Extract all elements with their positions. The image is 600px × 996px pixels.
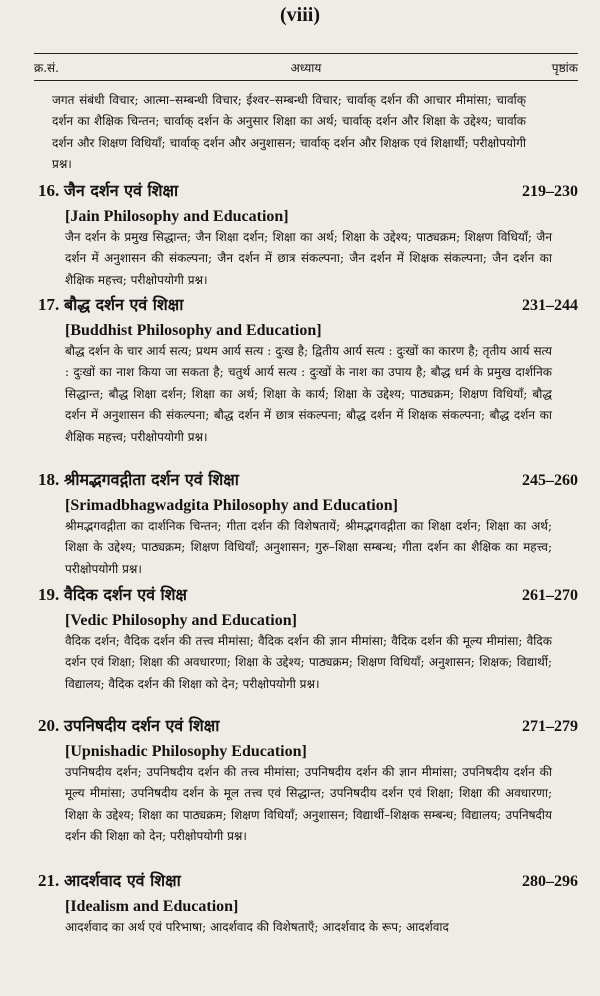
chapter-topics: श्रीमद्भगवद्गीता का दार्शनिक चिन्तन; गीता दर्शन की विशेषतायें; श्रीमद्भगवद्गीता का शिक्षा दर्शन; शिक्षा का अर्थ; शिक्षा के उद्देश्य; पाठ्यक्रम; शिक्षण विधियाँ; अनुशासन; गुरु–शिक्षा सम्बन्ध; गीता दर्शन का शैक्षिक का महत्त्व; परीक्षोपयोगी प्रश्न। bbox=[65, 519, 552, 576]
chapter-title: वैदिक दर्शन एवं शिक्ष bbox=[64, 585, 188, 604]
chapter-title: जैन दर्शन एवं शिक्षा bbox=[64, 181, 179, 200]
header-serial: क्र.सं. bbox=[34, 61, 59, 75]
chapter-20 bbox=[38, 714, 578, 848]
chapter-17 bbox=[38, 293, 578, 448]
chapter-pages: 245–260 bbox=[522, 472, 578, 489]
chapter-number: 18. bbox=[38, 470, 60, 489]
chapter-topics: आदर्शवाद का अर्थ एवं परिभाषा; आदर्शवाद की विशेषताएँ; आदर्शवाद के रूप; आदर्शवाद bbox=[65, 920, 449, 934]
chapter-number: 20. bbox=[38, 716, 60, 735]
chapter-pages: 271–279 bbox=[522, 718, 578, 735]
chapter-title: बौद्ध दर्शन एवं शिक्षा bbox=[64, 295, 184, 314]
chapter-english-title: [Srimadbhagwadgita Philosophy and Education] bbox=[65, 497, 398, 514]
chapter-number: 17. bbox=[38, 295, 60, 314]
chapter-topics: बौद्ध दर्शन के चार आर्य सत्य; प्रथम आर्य सत्य : दुःख है; द्वितीय आर्य सत्य : दुःखों का कारण है; तृतीय आर्य सत्य : दुःखों का नाश किया जा सकता है; चतुर्थ आर्य सत्य : दुःखों के नाश का उपाय है; बौद्ध धर्म के प्रमुख दार्शनिक सिद्धान्त; बौद्ध शिक्षा दर्शन; शिक्षा का अर्थ; शिक्षा के कार्य; शिक्षा के उद्देश्य; पाठ्यक्रम; शिक्षण विधियाँ; बौद्ध दर्शन में अनुशासन की संकल्पना; बौद्ध दर्शन में छात्र संकल्पना; बौद्ध दर्शन में शिक्षक संकल्पना; बौद्ध दर्शन का शैक्षिक महत्त्व; परीक्षोपयोगी प्रश्न। bbox=[65, 344, 552, 444]
chapter-title: उपनिषदीय दर्शन एवं शिक्षा bbox=[64, 716, 220, 735]
chapter-pages: 219–230 bbox=[522, 183, 578, 200]
chapter-english-title: [Upnishadic Philosophy Education] bbox=[65, 743, 307, 760]
chapter-title: श्रीमद्भगवद्गीता दर्शन एवं शिक्षा bbox=[64, 470, 239, 489]
chapter-18 bbox=[38, 468, 578, 580]
chapter-topics: जैन दर्शन के प्रमुख सिद्धान्त; जैन शिक्षा दर्शन; शिक्षा का अर्थ; शिक्षा के उद्देश्य; पाठ्यक्रम; शिक्षण विधियाँ; जैन दर्शन में अनुशासन की संकल्पना; जैन दर्शन में छात्र संकल्पना; जैन दर्शन में शिक्षक संकल्पना; जैन दर्शन का शैक्षिक महत्त्व; परीक्षोपयोगी प्रश्न। bbox=[65, 230, 552, 287]
chapter-topics: उपनिषदीय दर्शन; उपनिषदीय दर्शन की तत्त्व मीमांसा; उपनिषदीय दर्शन की ज्ञान मीमांसा; उपनिषदीय दर्शन की मूल्य मीमांसा; उपनिषदीय दर्शन के मूल तत्त्व एवं सिद्धान्त; उपनिषदीय दर्शन एवं शिक्षा; शिक्षा की अवधारणा; शिक्षा के उद्देश्य; शिक्षा का पाठ्यक्रम; शिक्षण विधियाँ; अनुशासन; विद्यार्थी–शिक्षक सम्बन्ध; विद्यालय; उपनिषदीय दर्शन की शिक्षा को देन; परीक्षोपयोगी प्रश्न। bbox=[65, 765, 552, 844]
chapter-english-title: [Idealism and Education] bbox=[65, 898, 239, 915]
chapter-english-title: [Buddhist Philosophy and Education] bbox=[65, 322, 322, 339]
chapter-number: 16. bbox=[38, 181, 60, 200]
page-number: (viii) bbox=[280, 4, 320, 26]
continued-topics: जगत संबंधी विचार; आत्मा–सम्बन्धी विचार; ईश्वर–सम्बन्धी विचार; चार्वाक् दर्शन की आचार मीमांसा; चार्वाक् दर्शन का शैक्षिक चिन्तन; चार्वाक् दर्शन के अनुसार शिक्षा का अर्थ; चार्वाक् दर्शन और शिक्षा के उद्देश्य; चार्वाक दर्शन और शिक्षण विधियाँ; चार्वाक् दर्शन और अनुशासन; चार्वाक् दर्शन और शिक्षक एवं शिक्षार्थी; परीक्षोपयोगी प्रश्न। bbox=[52, 93, 526, 172]
chapter-pages: 261–270 bbox=[522, 587, 578, 604]
toc-header bbox=[34, 53, 578, 81]
chapter-number: 19. bbox=[38, 585, 60, 604]
chapter-title: आदर्शवाद एवं शिक्षा bbox=[64, 871, 181, 890]
chapter-english-title: [Jain Philosophy and Education] bbox=[65, 208, 289, 225]
chapter-topics: वैदिक दर्शन; वैदिक दर्शन की तत्त्व मीमांसा; वैदिक दर्शन की ज्ञान मीमांसा; वैदिक दर्शन की मूल्य मीमांसा; वैदिक दर्शन एवं शिक्षा; शिक्षा की अवधारणा; शिक्षा के उद्देश्य; पाठ्यक्रम; शिक्षण विधियाँ; अनुशासन; शिक्षक; विद्यार्थी; विद्यालय; वैदिक दर्शन की शिक्षा को देन; परीक्षोपयोगी प्रश्न। bbox=[65, 634, 552, 691]
chapter-21 bbox=[38, 869, 578, 938]
chapter-19 bbox=[38, 583, 578, 695]
header-page: पृष्ठांक bbox=[551, 61, 578, 75]
header-chapter: अध्याय bbox=[290, 61, 322, 75]
chapter-16 bbox=[38, 179, 578, 291]
chapter-pages: 280–296 bbox=[522, 873, 578, 890]
chapter-number: 21. bbox=[38, 871, 60, 890]
chapter-english-title: [Vedic Philosophy and Education] bbox=[65, 612, 297, 629]
chapter-pages: 231–244 bbox=[522, 297, 578, 314]
